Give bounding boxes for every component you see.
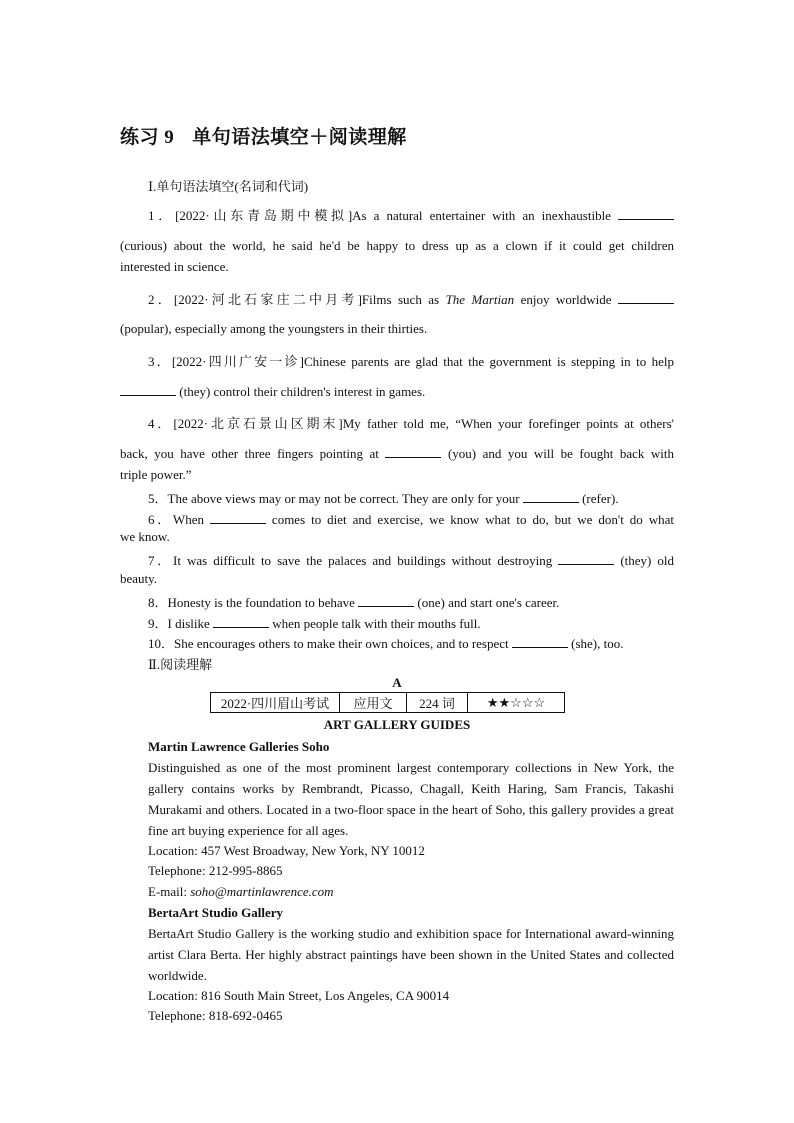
question-text: (one) and start one's career. bbox=[417, 595, 560, 610]
gallery-2-telephone: Telephone: 818-692-0465 bbox=[148, 1008, 283, 1023]
question-text: (they) old bbox=[620, 553, 675, 568]
question-9 bbox=[120, 613, 674, 632]
question-8 bbox=[120, 592, 674, 611]
question-4: 4．[2022·北京石景山区期末]My father told me, “When your forefinger points at others' bbox=[148, 416, 674, 431]
answer-blank[interactable] bbox=[512, 636, 568, 648]
question-text: (they) control their children's interest in games. bbox=[179, 384, 426, 399]
question-6-line-2: we know. bbox=[120, 529, 170, 544]
question-text: 1．[2022·山东青岛期中模拟]As a natural entertainer with an inexhaustible bbox=[148, 208, 611, 223]
question-1-line-3: interested in science. bbox=[120, 259, 229, 274]
meta-word-count: 224 词 bbox=[407, 693, 468, 713]
question-text: 10．She encourages others to make their own choices, and to respect bbox=[148, 636, 509, 651]
film-title: The Martian bbox=[445, 292, 515, 307]
gallery-2-name: BertaArt Studio Gallery bbox=[148, 905, 284, 920]
answer-blank[interactable] bbox=[213, 616, 269, 628]
question-text: 6．When bbox=[148, 512, 204, 527]
passage-letter: A bbox=[392, 675, 402, 690]
answer-blank[interactable] bbox=[210, 512, 266, 524]
title-text: 单句语法填空＋阅读理解 bbox=[192, 127, 407, 148]
question-4-line-3: triple power.” bbox=[120, 467, 192, 482]
question-2-line-2: (popular), especially among the youngsters in their thirties. bbox=[120, 321, 428, 336]
question-6 bbox=[120, 509, 674, 528]
question-text: (she), too. bbox=[571, 636, 624, 651]
question-text: back, you have other three fingers pointing at bbox=[120, 446, 379, 461]
question-1-line-2: (curious) about the world, he said he'd be happy to dress up as a clown if it could get children bbox=[120, 238, 674, 253]
gallery-1-telephone: Telephone: 212-995-8865 bbox=[148, 863, 283, 878]
question-text: 8．Honesty is the foundation to behave bbox=[148, 595, 355, 610]
gallery-1-location: Location: 457 West Broadway, New York, NY 10012 bbox=[148, 843, 425, 858]
answer-blank[interactable] bbox=[523, 491, 579, 503]
question-7 bbox=[120, 550, 674, 569]
question-3-line-2 bbox=[120, 384, 674, 400]
question-5 bbox=[120, 488, 674, 507]
question-4-line-2 bbox=[120, 446, 674, 462]
page-title bbox=[120, 122, 407, 149]
section-heading-grammar: Ⅰ.单句语法填空(名词和代词) bbox=[148, 179, 309, 194]
question-text: 9．I dislike bbox=[148, 616, 210, 631]
section-heading-reading: Ⅱ.阅读理解 bbox=[148, 657, 213, 672]
answer-blank[interactable] bbox=[385, 446, 441, 458]
meta-difficulty-stars: ★★☆☆☆ bbox=[468, 693, 565, 713]
question-text: 2．[2022·河北石家庄二中月考]Films such as bbox=[148, 292, 440, 307]
meta-source: 2022·四川眉山考试 bbox=[211, 693, 340, 713]
question-7-line-2: beauty. bbox=[120, 571, 158, 586]
gallery-2-location: Location: 816 South Main Street, Los Angeles, CA 90014 bbox=[148, 988, 450, 1003]
question-1 bbox=[120, 205, 674, 224]
question-text: enjoy worldwide bbox=[520, 292, 612, 307]
passage-title: ART GALLERY GUIDES bbox=[323, 717, 471, 732]
question-10 bbox=[120, 633, 674, 652]
gallery-1-email bbox=[148, 884, 334, 900]
answer-blank[interactable] bbox=[618, 292, 674, 304]
email-label: E-mail: bbox=[148, 884, 187, 899]
gallery-2-description: BertaArt Studio Gallery is the working studio and exhibition space for International award-winning artist Clara Berta. Her highly abstract paintings have been shown in the United States and collected worldwide. bbox=[148, 926, 674, 983]
gallery-1-name: Martin Lawrence Galleries Soho bbox=[148, 739, 330, 754]
title-number: 练习 9 bbox=[120, 127, 175, 148]
meta-genre: 应用文 bbox=[340, 693, 407, 713]
email-address[interactable]: soho@martinlawrence.com bbox=[190, 884, 334, 899]
question-3: 3．[2022·四川广安一诊]Chinese parents are glad that the government is stepping in to help bbox=[148, 354, 674, 369]
question-text: 5．The above views may or may not be correct. They are only for your bbox=[148, 491, 520, 506]
question-text: (refer). bbox=[582, 491, 619, 506]
question-text: (you) and you will be fought back with bbox=[447, 446, 675, 461]
question-text: comes to diet and exercise, we know what to do, but we don't do what bbox=[271, 512, 675, 527]
question-text: when people talk with their mouths full. bbox=[272, 616, 481, 631]
answer-blank[interactable] bbox=[558, 553, 614, 565]
answer-blank[interactable] bbox=[358, 595, 414, 607]
answer-blank[interactable] bbox=[120, 384, 176, 396]
gallery-1-description: Distinguished as one of the most prominent largest contemporary collections in New York, the gallery contains works by Rembrandt, Picasso, Chagall, Keith Haring, Sam Francis, Takashi Murakami and others. Located in a two-floor space in the heart of Soho, this gallery provides a great fine art buying experience for all ages. bbox=[148, 760, 674, 838]
question-text: 7．It was difficult to save the palaces and buildings without destroying bbox=[148, 553, 553, 568]
passage-meta-table bbox=[210, 692, 565, 713]
answer-blank[interactable] bbox=[618, 208, 674, 220]
question-2 bbox=[120, 289, 674, 308]
